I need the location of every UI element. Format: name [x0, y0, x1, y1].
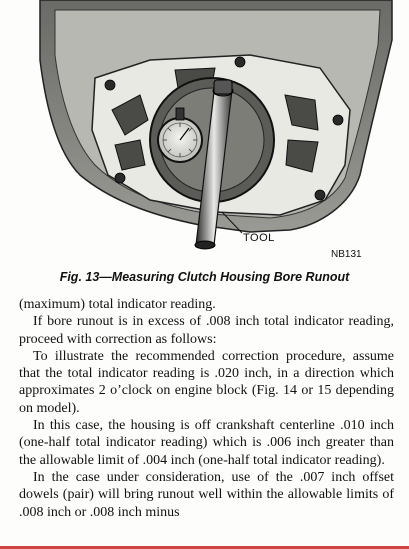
paragraph: (maximum) total indicator reading.: [19, 297, 216, 312]
paragraph: To illustrate the recommended correction procedure, assume that the total indicator reading is .020 inch, in a direction which approximates 2 o’clock on engine block (Fig. 14 or 15 depending on model).: [19, 348, 394, 416]
figure-code: NB131: [331, 249, 362, 260]
tool-callout-label: TOOL: [243, 232, 275, 244]
paragraph: In the case under consideration, use of the .007 inch offset dowels (pair) will bring runout well within the allowable limits of .008 inch or .008 inch minus: [19, 469, 394, 520]
paragraph: If bore runout is in excess of .008 inch total indicator reading, proceed with correction as follows:: [19, 314, 394, 347]
figure-caption: Fig. 13—Measuring Clutch Housing Bore Runout: [59, 270, 350, 284]
figure-13: [0, 0, 409, 262]
body-text: [19, 296, 394, 521]
clutch-housing-illustration: [0, 0, 409, 262]
paragraph: In this case, the housing is off crankshaft centerline .010 inch (one-half total indicator reading) which is .006 inch greater than the allowable limit of .004 inch (one-half total indicator reading).: [19, 418, 394, 468]
